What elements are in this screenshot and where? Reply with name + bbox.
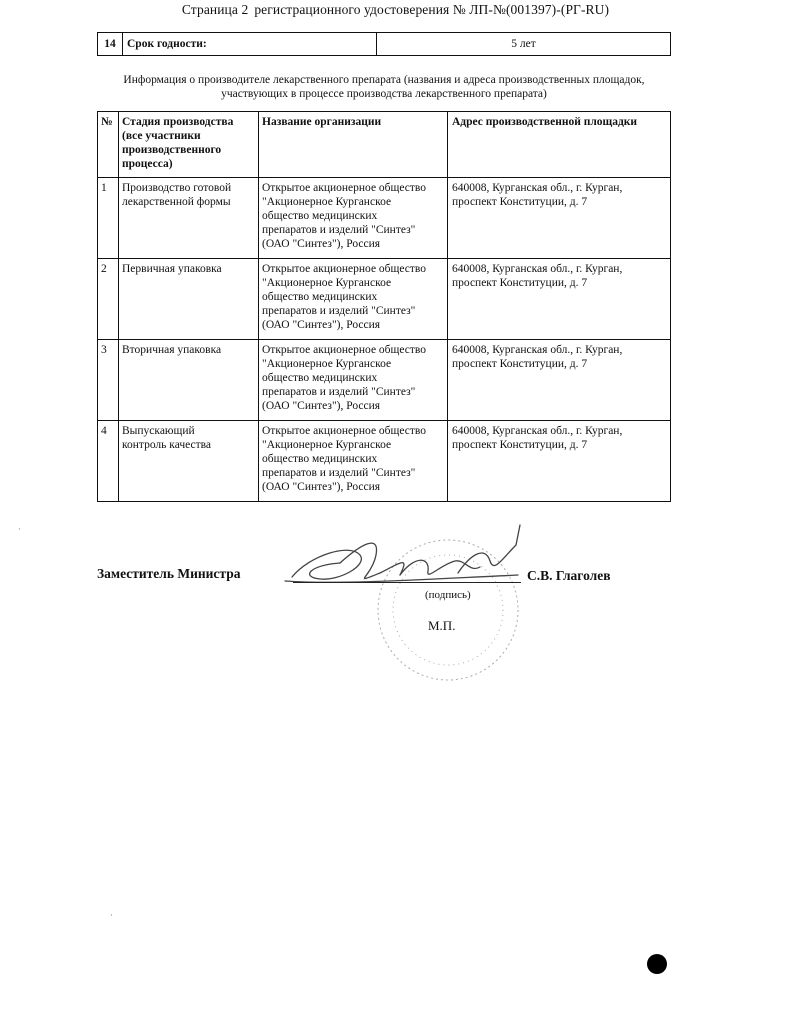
stage-line: Выпускающий (122, 425, 195, 437)
handwritten-signature (285, 525, 520, 582)
org-line: Открытое акционерное общество (262, 425, 426, 437)
stage-line: Первичная упаковка (122, 263, 222, 275)
item-number: 14 (98, 33, 123, 56)
production-stage (119, 259, 259, 340)
stage-line: Производство готовой (122, 182, 232, 194)
table-header-row (98, 112, 671, 178)
org-line: (ОАО "Синтез"), Россия (262, 319, 381, 331)
table-row (98, 259, 671, 340)
scan-speck: · (18, 524, 21, 534)
addr-line: 640008, Курганская обл., г. Курган, (452, 182, 623, 194)
row-number: 2 (98, 259, 119, 340)
signatory-name: С.В. Глаголев (527, 568, 611, 583)
organization-name (259, 340, 448, 421)
stage-header-line: процесса) (122, 158, 173, 170)
shelf-life-value: 5 лет (377, 33, 671, 56)
addr-line: 640008, Курганская обл., г. Курган, (452, 344, 623, 356)
org-line: Открытое акционерное общество (262, 344, 426, 356)
col-header-org: Название организации (259, 112, 448, 178)
stage-header-line: производственного (122, 144, 222, 156)
table-row (98, 340, 671, 421)
production-site-address (448, 340, 671, 421)
stage-line: лекарственной формы (122, 196, 231, 208)
signature-stamp-drawing (280, 515, 540, 695)
stage-header-line: (все участники (122, 130, 201, 142)
shelf-life-table (97, 32, 671, 56)
production-site-address (448, 421, 671, 502)
page-header (0, 2, 791, 18)
row-number: 3 (98, 340, 119, 421)
org-line: (ОАО "Синтез"), Россия (262, 238, 381, 250)
signatory-position: Заместитель Министра (97, 566, 241, 581)
org-line: общество медицинских (262, 453, 378, 465)
manufacturer-table (97, 111, 671, 502)
stamp-place-label: М.П. (428, 618, 456, 633)
addr-line: проспект Конституции, д. 7 (452, 358, 588, 370)
production-stage (119, 421, 259, 502)
row-number: 1 (98, 178, 119, 259)
addr-line: проспект Конституции, д. 7 (452, 196, 588, 208)
col-header-addr: Адрес производственной площадки (448, 112, 671, 178)
signature-caption: (подпись) (425, 589, 471, 601)
info-line-2: участвующих в процессе производства лекарственного препарата) (221, 88, 547, 100)
info-line-1: Информация о производителе лекарственного препарата (названия и адреса производственных площадок, (123, 74, 645, 86)
org-line: общество медицинских (262, 372, 378, 384)
col-header-num: № (98, 112, 119, 178)
org-line: препаратов и изделий "Синтез" (262, 305, 416, 317)
production-site-address (448, 259, 671, 340)
org-line: препаратов и изделий "Синтез" (262, 467, 416, 479)
col-header-stage (119, 112, 259, 178)
addr-line: 640008, Курганская обл., г. Курган, (452, 425, 623, 437)
org-line: "Акционерное Курганское (262, 196, 392, 208)
stage-line: Вторичная упаковка (122, 344, 222, 356)
table-row (98, 178, 671, 259)
production-stage (119, 178, 259, 259)
stage-line: контроль качества (122, 439, 212, 451)
stage-header-line: Стадия производства (122, 116, 234, 128)
manufacturer-info-caption (97, 73, 671, 101)
org-line: "Акционерное Курганское (262, 358, 392, 370)
production-stage (119, 340, 259, 421)
addr-line: 640008, Курганская обл., г. Курган, (452, 263, 623, 275)
signature-line (293, 582, 521, 583)
org-line: препаратов и изделий "Синтез" (262, 386, 416, 398)
addr-line: проспект Конституции, д. 7 (452, 277, 588, 289)
organization-name (259, 178, 448, 259)
org-line: препаратов и изделий "Синтез" (262, 224, 416, 236)
organization-name (259, 259, 448, 340)
black-dot-mark (647, 954, 667, 974)
shelf-life-row (98, 33, 671, 56)
org-line: Открытое акционерное общество (262, 263, 426, 275)
org-line: общество медицинских (262, 210, 378, 222)
org-line: (ОАО "Синтез"), Россия (262, 400, 381, 412)
document-title: регистрационного удостоверения № ЛП-№(001397)-(РГ-RU) (254, 2, 610, 17)
production-site-address (448, 178, 671, 259)
org-line: общество медицинских (262, 291, 378, 303)
shelf-life-label: Срок годности: (123, 33, 377, 56)
row-number: 4 (98, 421, 119, 502)
stamp-circle (378, 540, 518, 680)
org-line: (ОАО "Синтез"), Россия (262, 481, 381, 493)
addr-line: проспект Конституции, д. 7 (452, 439, 588, 451)
org-line: "Акционерное Курганское (262, 439, 392, 451)
org-line: Открытое акционерное общество (262, 182, 426, 194)
organization-name (259, 421, 448, 502)
page-label: Страница 2 (181, 2, 249, 17)
org-line: "Акционерное Курганское (262, 277, 392, 289)
scan-speck: · (110, 910, 113, 920)
table-row (98, 421, 671, 502)
